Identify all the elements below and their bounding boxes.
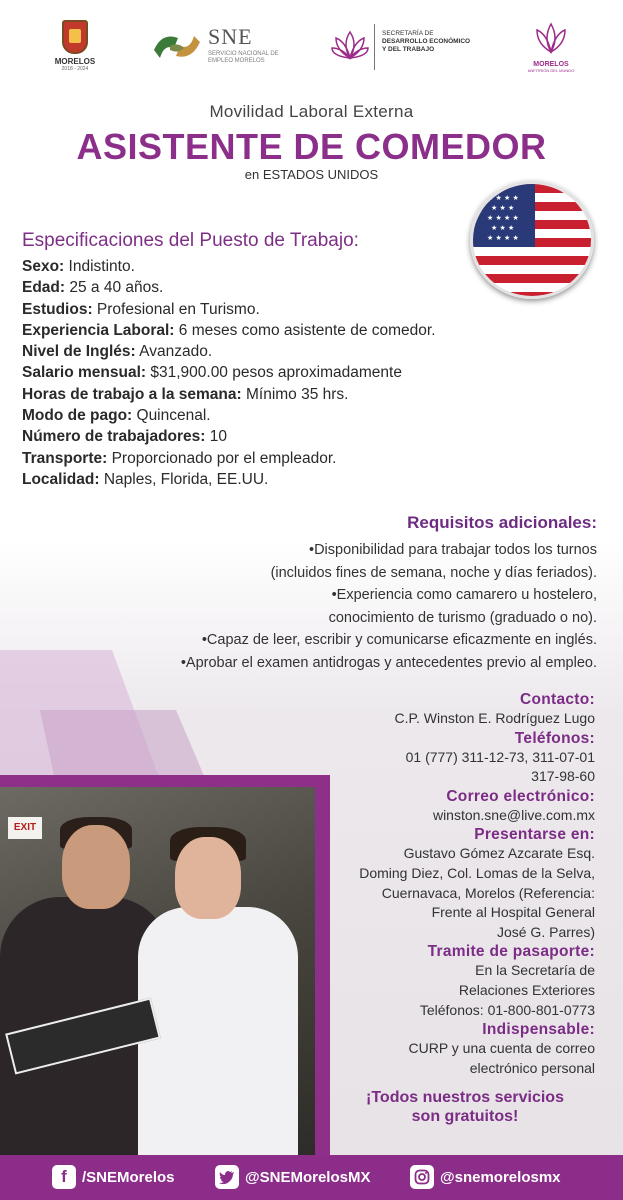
spec-key: Edad: — [22, 279, 66, 297]
svg-text:★ ★ ★: ★ ★ ★ — [491, 204, 515, 212]
sne-subtitle: SERVICIO NACIONAL DE EMPLEO MORELOS — [208, 51, 279, 64]
sde-line2: DESARROLLO ECONÓMICO — [382, 38, 471, 45]
spec-key: Salario mensual: — [22, 364, 147, 382]
spec-key: Modo de pago: — [22, 407, 133, 425]
svg-text:★ ★ ★ ★: ★ ★ ★ ★ — [487, 234, 519, 242]
address-line: José G. Parres) — [496, 923, 595, 940]
free-line: ¡Todos nuestros servicios — [366, 1089, 564, 1107]
spec-row — [22, 448, 542, 469]
morelos2-sub: ANFITRIÓN DEL MUNDO — [527, 68, 575, 73]
spec-row — [22, 469, 542, 490]
spec-value: Mínimo 35 hrs. — [241, 385, 349, 403]
instagram-link[interactable] — [410, 1165, 561, 1189]
morelos-logo — [50, 20, 100, 72]
passport-line: Teléfonos: 01-800-801-0773 — [419, 1001, 595, 1018]
free-line: son gratuitos! — [411, 1108, 519, 1126]
requirement-line: •Capaz de leer, escribir y comunicarse eficazmente en inglés. — [201, 632, 597, 649]
sde-line3: Y DEL TRABAJO — [382, 46, 435, 53]
header — [0, 0, 623, 90]
address-line: Cuernavaca, Morelos (Referencia: — [381, 884, 595, 901]
phone-line: 01 (777) 311-12-73, 311-07-01 — [405, 748, 595, 765]
waiters-photo — [0, 787, 315, 1155]
svg-text:★ ★ ★ ★: ★ ★ ★ ★ — [487, 194, 519, 202]
chef-head — [175, 837, 241, 919]
spec-key: Nivel de Inglés: — [22, 343, 136, 361]
spec-row — [22, 320, 542, 341]
indispensable-line: electrónico personal — [469, 1059, 595, 1076]
twitter-link[interactable] — [215, 1165, 370, 1189]
requirements-title: Requisitos adicionales: — [407, 513, 597, 532]
twitter-handle: @SNEMorelosMX — [245, 1168, 371, 1186]
svg-text:★ ★ ★ ★: ★ ★ ★ ★ — [487, 214, 519, 222]
morelos-logo-years: 2018 - 2024 — [61, 66, 89, 72]
address-line: Doming Diez, Col. Lomas de la Selva, — [359, 864, 595, 881]
spec-row — [22, 362, 542, 383]
requirement-line: •Aprobar el examen antidrogas y antecedentes previo al empleo. — [180, 654, 597, 671]
spec-key: Experiencia Laboral: — [22, 321, 175, 339]
spec-value: Indistinto. — [64, 258, 135, 275]
contact-name: C.P. Winston E. Rodríguez Lugo — [394, 710, 595, 726]
address-line: Frente al Hospital General — [431, 904, 595, 921]
requirement-line: conocimiento de turismo (graduado o no). — [328, 609, 597, 626]
spec-value: Naples, Florida, EE.UU. — [99, 470, 269, 488]
spec-key: Estudios: — [22, 300, 93, 318]
passport-title: Tramite de pasaporte: — [427, 943, 595, 961]
contact-section — [295, 690, 595, 1126]
waiter-head — [62, 825, 130, 909]
chef-figure — [138, 907, 298, 1155]
email-address: winston.sne@live.com.mx — [432, 806, 595, 823]
morelos2-label: MORELOS — [533, 61, 569, 68]
phone-line: 317-98-60 — [531, 768, 595, 785]
country: en ESTADOS UNIDOS — [244, 167, 379, 182]
address-line: Gustavo Gómez Azcarate Esq. — [403, 845, 595, 862]
sde-logo — [330, 24, 480, 70]
spec-value: 25 a 40 años. — [65, 279, 164, 297]
phones-title: Teléfonos: — [514, 729, 595, 747]
passport-line: Relaciones Exteriores — [458, 981, 595, 998]
spec-row — [22, 384, 542, 405]
requirement-line: •Disponibilidad para trabajar todos los turnos — [309, 542, 597, 558]
instagram-handle: @snemorelosmx — [440, 1168, 561, 1186]
photo-frame — [0, 775, 330, 1155]
spec-row — [22, 426, 542, 447]
flower-logo-icon — [531, 20, 571, 56]
sde-text — [382, 30, 482, 54]
photo-area — [0, 650, 330, 1155]
spec-value: Proporcionado por el empleador. — [107, 449, 337, 467]
spec-key: Horas de trabajo a la semana: — [22, 385, 242, 403]
facebook-handle: /SNEMorelos — [82, 1168, 175, 1186]
instagram-icon — [410, 1165, 434, 1189]
spec-value: Avanzado. — [135, 343, 213, 361]
spec-value: Quincenal. — [132, 407, 211, 425]
social-footer — [0, 1155, 623, 1200]
indispensable-title: Indispensable: — [482, 1021, 595, 1039]
job-specifications — [22, 230, 542, 490]
facebook-icon: f — [52, 1165, 76, 1189]
morelos-anfitrion-logo — [527, 20, 575, 73]
facebook-link[interactable] — [52, 1165, 175, 1189]
twitter-icon — [215, 1165, 239, 1189]
spec-key: Sexo: — [22, 258, 65, 275]
spec-value: 10 — [205, 428, 228, 446]
specs-title: Especificaciones del Puesto de Trabajo: — [22, 230, 359, 251]
contact-title: Contacto: — [519, 691, 595, 708]
free-services-note — [335, 1088, 595, 1126]
spec-key: Número de trabajadores: — [22, 428, 206, 446]
morelos-shield-icon — [62, 20, 88, 54]
spec-key: Transporte: — [22, 449, 108, 467]
passport-line: En la Secretaría de — [475, 962, 595, 979]
requirement-line: •Experiencia como camarero u hostelero, — [331, 587, 597, 604]
spec-row — [22, 405, 542, 426]
spec-row — [22, 341, 542, 362]
handshake-icon — [152, 24, 202, 68]
exit-sign: EXIT — [8, 817, 42, 839]
logo-divider — [374, 24, 375, 70]
spec-row — [22, 277, 542, 298]
spec-value: Profesional en Turismo. — [92, 300, 260, 318]
email-title: Correo electrónico: — [446, 787, 595, 805]
sne-title: SNE — [208, 24, 253, 49]
svg-text:★ ★ ★: ★ ★ ★ — [491, 224, 515, 232]
present-title: Presentarse en: — [474, 826, 595, 844]
spec-key: Localidad: — [22, 470, 100, 488]
spec-value: $31,900.00 pesos aproximadamente — [146, 364, 402, 382]
spec-row — [22, 256, 542, 277]
spec-value: 6 meses como asistente de comedor. — [174, 321, 436, 339]
spec-row — [22, 299, 542, 320]
morelos-logo-label: MORELOS — [54, 57, 96, 66]
indispensable-line: CURP y una cuenta de correo — [408, 1040, 595, 1057]
sde-line1: SECRETARÍA DE — [382, 30, 434, 37]
subtitle: Movilidad Laboral Externa — [209, 102, 414, 121]
sne-logo — [152, 24, 282, 70]
flower-logo-icon — [330, 26, 370, 66]
page-title: ASISTENTE DE COMEDOR — [76, 126, 547, 167]
requirement-line: (incluidos fines de semana, noche y días feriados). — [270, 564, 597, 581]
